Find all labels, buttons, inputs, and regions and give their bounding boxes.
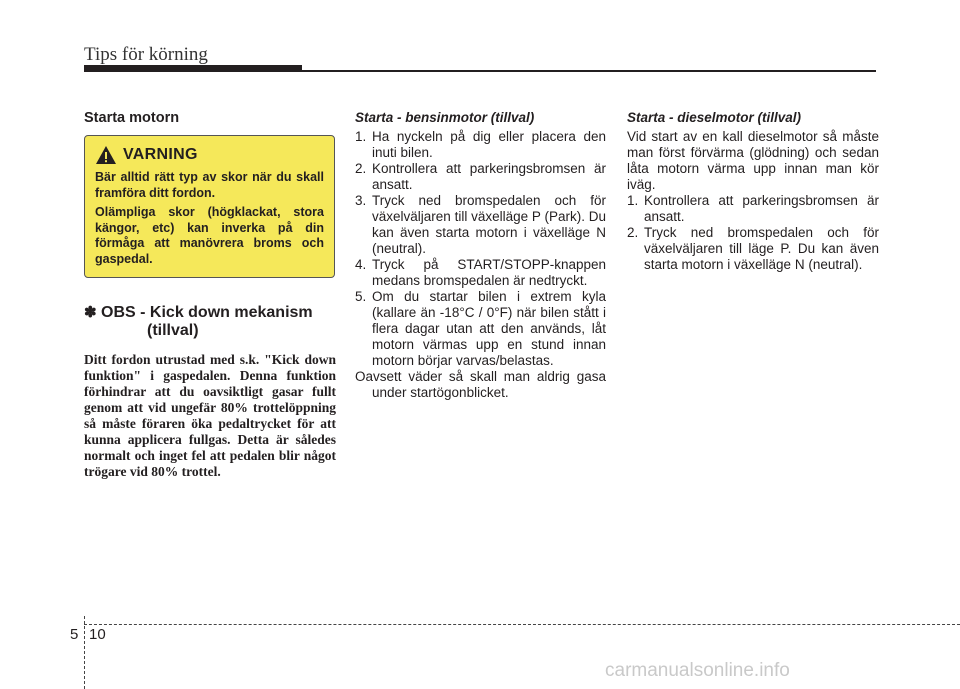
obs-title [84,304,336,340]
obs-mark: ✽ [84,304,97,321]
footer-divider [84,616,85,689]
subsection-title: Starta - bensinmotor (tillval) [355,110,535,125]
list-item: 1. Kontrollera att parkeringsbromsen är ansatt. [627,193,879,224]
watermark: carmanualsonline.info [605,660,790,681]
column-middle [355,110,606,401]
list-item: 4. Tryck på START/STOPP-knappen medans bromspedalen är nedtryckt. [355,257,606,288]
list-item: 3. Tryck ned bromspedalen och för växelväljaren till växelläge P (Park). Du kan även starta motorn i växelläge N (neutral). [355,193,606,256]
page-number: 10 [89,626,106,643]
column-left [84,110,336,480]
list-item: 1. Ha nyckeln på dig eller placera den inuti bilen. [355,129,606,160]
list-item: 2. Kontrollera att parkeringsbromsen är ansatt. [355,161,606,192]
obs-body: Ditt fordon utrustad med s.k. "Kick down funktion" i gaspedalen. Denna funktion förhindrar att du oavsiktligt gasar fullt genom att vid ungefär 80% trottelöppning så måste föraren öka pedaltrycket för att kunna applicera fullgas. Detta är således normalt och inget fel att pedalen blir något trögare vid 80% trottel. [84,352,336,479]
obs-title-line1: OBS - Kick down mekanism [96,304,313,321]
list-item: 5. Om du startar bilen i extrem kyla (kallare än -18°C / 0°F) när bilen stått i flera dagar utan att den används, låt motorn värmas upp en stund innan motorn börjar varvas/belastas. [355,289,606,368]
list-item: 2. Tryck ned bromspedalen och för växelväljaren till läge P. Du kan även starta motorn i växelläge N (neutral). [627,225,879,272]
note-text: Oavsett väder så skall man aldrig gasa under startögonblicket. [355,369,606,400]
warning-text: Olämpliga skor (högklackat, stora kängor, etc) kan inverka på din förmåga att manövrera broms och gaspedal. [95,205,324,266]
header-rule [300,70,876,72]
step-list [355,129,606,369]
warning-box [84,135,335,278]
chapter-number: 5 [70,626,79,643]
column-right [627,110,879,273]
obs-title-line2: (tillval) [147,322,199,339]
warning-title: VARNING [123,146,198,163]
page-header-title: Tips för körning [84,44,208,65]
intro-text: Vid start av en kall dieselmotor så måste man först förvärma (glödning) och sedan låta motorn värma upp innan man kör iväg. [627,129,879,192]
step-list [627,193,879,273]
warning-header [95,145,324,165]
warning-text: Bär alltid rätt typ av skor när du skall framföra ditt fordon. [95,170,324,200]
warning-triangle-icon [95,145,117,165]
header-bar [84,65,302,72]
section-title: Starta motorn [84,110,180,126]
footer-rule [84,624,960,625]
subsection-title: Starta - dieselmotor (tillval) [627,110,802,125]
